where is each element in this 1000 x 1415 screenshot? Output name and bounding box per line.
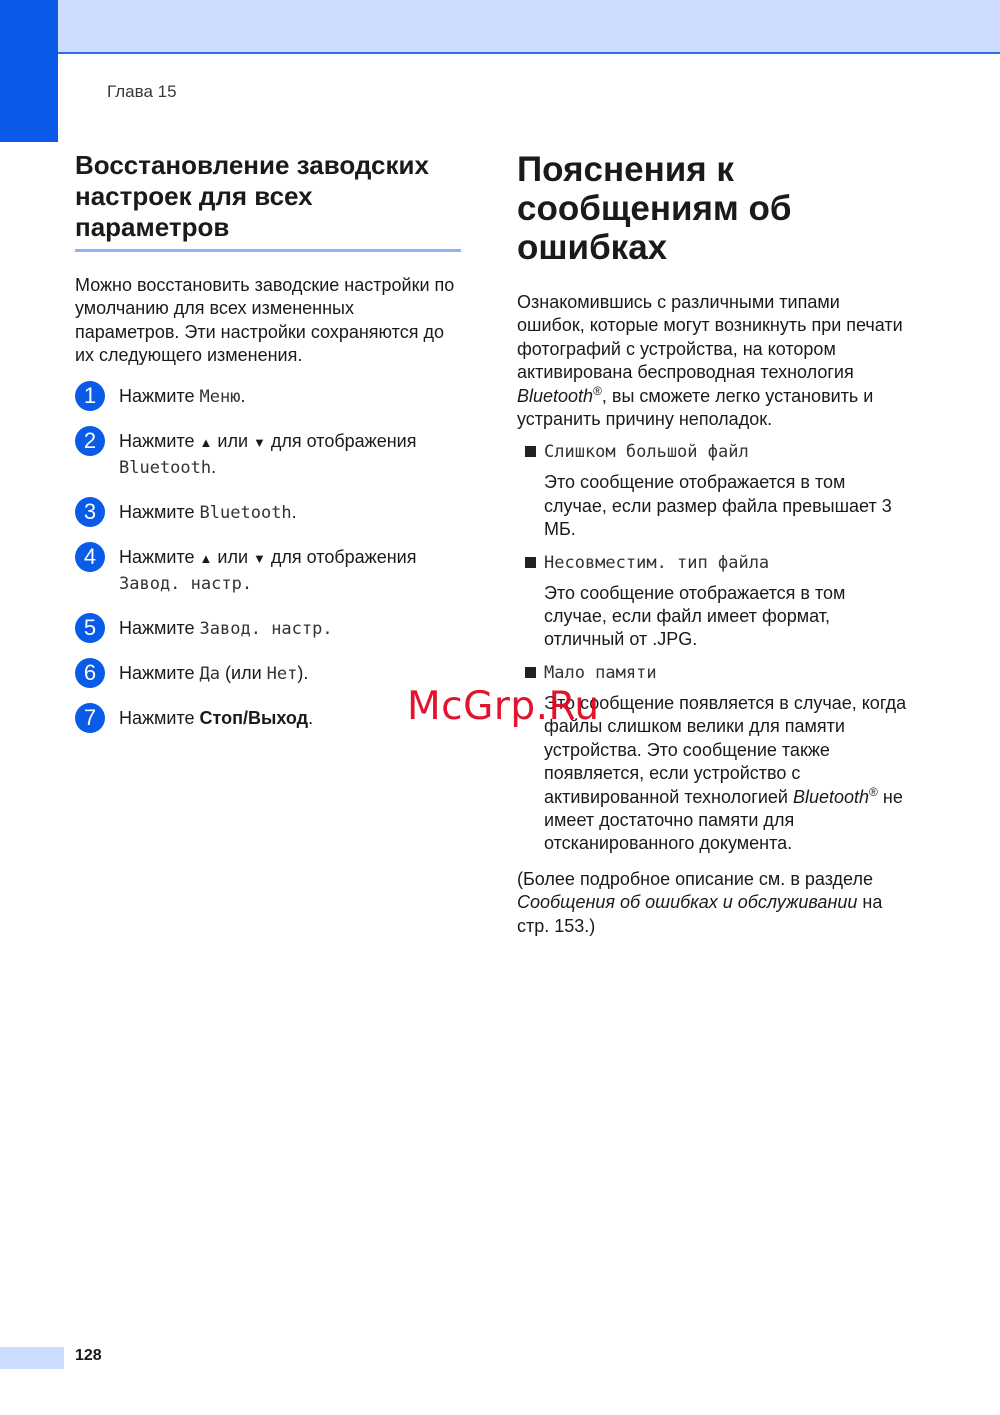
section-heading-errors: Пояснения к сообщениям об ошибках [517, 150, 792, 267]
bluetooth-code: Bluetooth [199, 502, 292, 523]
chapter-tab [0, 0, 58, 142]
registered-mark: ® [593, 383, 602, 398]
error-title [517, 441, 912, 463]
step-text: Нажмите [119, 430, 200, 451]
intro-text: Ознакомившись с различными типами ошибок, которые могут возникнуть при печати фотографий с устройства, на котором активирована беспроводная технология [517, 292, 903, 383]
error-title [517, 552, 912, 574]
intro-text: , вы сможете легко установить и устранить причину неполадок. [517, 385, 874, 430]
error-item [517, 552, 912, 652]
error-text: Это сообщение отображается в том случае, если файл имеет формат, отличный от .JPG. [544, 582, 846, 650]
bluetooth-term: Bluetooth [792, 786, 870, 807]
error-text-part: Это сообщение появляется в случае, когда файлы слишком велики для памяти устройства. Это сообщение также появляется, если устройство с активированной технологией [544, 692, 907, 807]
footer-band [0, 1347, 64, 1369]
step-text: Нажмите [119, 546, 200, 567]
factory-reset-code: Завод. настр. [119, 573, 253, 594]
left-column [75, 150, 461, 750]
chapter-label: Глава 15 [107, 82, 177, 101]
bullet-square-icon [525, 557, 536, 568]
step-suffix: . [308, 707, 314, 728]
right-column [517, 150, 912, 938]
step-4 [75, 545, 461, 596]
registered-mark: ® [869, 784, 878, 799]
step-number: 6 [75, 658, 105, 688]
step-number: 4 [75, 542, 105, 572]
step-text: Нажмите [119, 501, 200, 522]
step-text: Нажмите [119, 385, 200, 406]
step-suffix: . [291, 501, 297, 522]
error-item [517, 441, 912, 541]
step-suffix: ). [297, 662, 309, 683]
step-text: или [212, 546, 254, 567]
step-suffix: . [240, 385, 246, 406]
reference-section-link: Сообщения об ошибках и обслуживании [517, 892, 858, 913]
step-7 [75, 706, 461, 730]
bullet-square-icon [525, 446, 536, 457]
note-text: (Более подробное описание см. в разделе [517, 868, 873, 889]
step-2 [75, 429, 461, 480]
step-6 [75, 661, 461, 686]
up-arrow-icon: ▲ [199, 434, 213, 450]
down-arrow-icon: ▼ [253, 434, 266, 450]
step-number: 7 [75, 703, 105, 733]
step-5 [75, 616, 461, 641]
error-code: Несовместим. тип файла [544, 552, 770, 573]
menu-code: Меню [199, 386, 241, 407]
step-suffix: . [211, 456, 217, 477]
step-3 [75, 500, 461, 525]
header-band [58, 0, 1000, 54]
yes-code: Да [199, 663, 221, 684]
step-text: для отображения [265, 430, 417, 451]
step-number: 1 [75, 381, 105, 411]
step-1 [75, 384, 461, 409]
error-description [517, 582, 912, 652]
error-description [517, 471, 912, 541]
error-title [517, 662, 912, 684]
reset-intro: Можно восстановить заводские настройки по умолчанию для всех измененных параметров. Эти настройки сохраняются до их следующего изменения. [75, 275, 455, 366]
stop-exit-key: Стоп/Выход [199, 707, 309, 728]
up-arrow-icon: ▲ [199, 550, 213, 566]
step-text: для отображения [265, 546, 417, 567]
reference-note [517, 868, 912, 938]
no-code: Нет [266, 663, 298, 684]
step-number: 5 [75, 613, 105, 643]
watermark: McGrp.Ru [407, 684, 600, 729]
section-heading-reset: Восстановление заводских настроек для всех параметров [75, 150, 461, 252]
note-text: на стр. 153.) [517, 892, 883, 936]
step-text: Нажмите [119, 707, 200, 728]
step-text: Нажмите [119, 617, 200, 638]
bullet-square-icon [525, 667, 536, 678]
step-number: 2 [75, 426, 105, 456]
reset-steps [75, 384, 461, 730]
error-code: Мало памяти [544, 662, 657, 683]
down-arrow-icon: ▼ [253, 550, 266, 566]
bluetooth-term: Bluetooth [517, 385, 594, 406]
step-text: (или [220, 662, 267, 683]
step-number: 3 [75, 497, 105, 527]
factory-reset-code: Завод. настр. [199, 618, 333, 639]
error-text: Это сообщение отображается в том случае, если размер файла превышает 3 МБ. [544, 472, 892, 540]
error-text-part: не имеет достаточно памяти для отсканированного документа. [544, 786, 903, 854]
error-code: Слишком большой файл [544, 442, 749, 463]
bluetooth-code: Bluetooth [119, 457, 212, 478]
step-text: или [212, 430, 254, 451]
page-number: 128 [75, 1347, 102, 1364]
step-text: Нажмите [119, 662, 200, 683]
errors-intro [517, 291, 912, 431]
